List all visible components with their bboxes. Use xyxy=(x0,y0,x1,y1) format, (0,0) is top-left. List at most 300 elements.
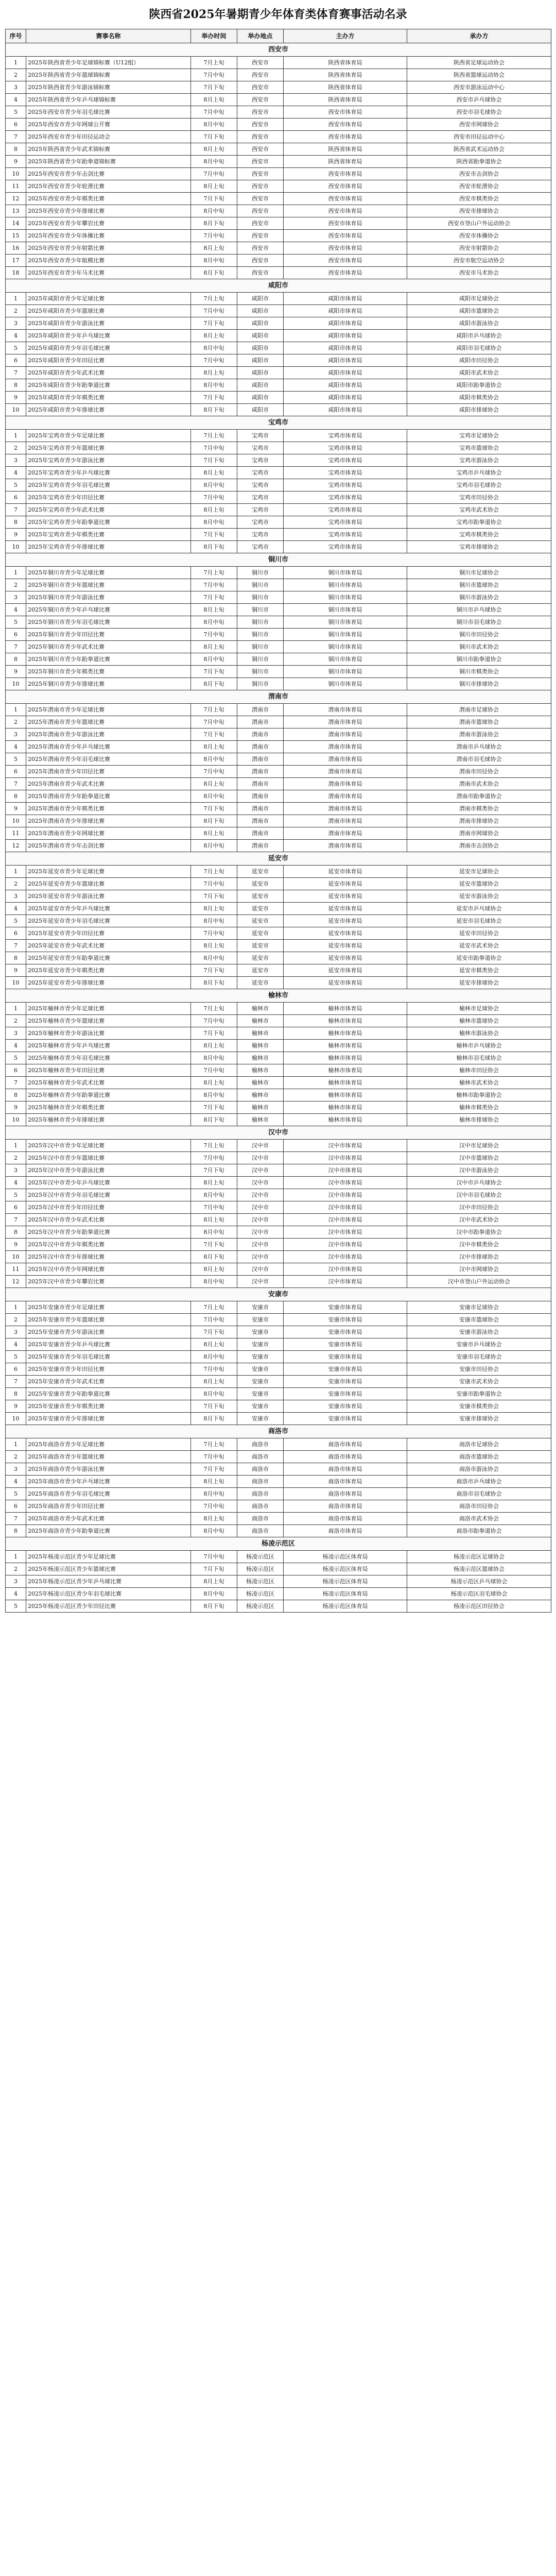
cell-event-name: 2025年商洛市青少年跆拳道比赛 xyxy=(26,1525,191,1537)
cell-location: 渭南市 xyxy=(237,728,284,741)
cell-index: 7 xyxy=(6,1513,26,1525)
table-row xyxy=(6,404,551,416)
table-row xyxy=(6,803,551,815)
table-row xyxy=(6,1451,551,1463)
cell-event-name: 2025年渭南市青少年击剑比赛 xyxy=(26,840,191,852)
table-row xyxy=(6,442,551,454)
cell-time: 7月中旬 xyxy=(191,1363,237,1376)
cell-event-name: 2025年咸阳市青少年棋类比赛 xyxy=(26,392,191,404)
events-table xyxy=(5,29,551,1613)
cell-organizer: 西安市体育局 xyxy=(284,118,407,131)
cell-index: 8 xyxy=(6,952,26,964)
cell-organizer: 榆林市体育局 xyxy=(284,1003,407,1015)
cell-host: 铜川市棋类协会 xyxy=(407,666,551,678)
cell-host: 咸阳市篮球协会 xyxy=(407,305,551,317)
table-row xyxy=(6,1189,551,1201)
header-host: 承办方 xyxy=(407,29,551,43)
table-row xyxy=(6,106,551,118)
table-row xyxy=(6,1089,551,1101)
cell-time: 7月上旬 xyxy=(191,1140,237,1152)
cell-location: 宝鸡市 xyxy=(237,454,284,467)
cell-time: 8月中旬 xyxy=(191,790,237,803)
cell-event-name: 2025年安康市青少年篮球比赛 xyxy=(26,1314,191,1326)
cell-host: 安康市羽毛球协会 xyxy=(407,1351,551,1363)
cell-location: 西安市 xyxy=(237,131,284,143)
table-row xyxy=(6,529,551,541)
cell-location: 西安市 xyxy=(237,193,284,205)
cell-index: 6 xyxy=(6,1363,26,1376)
cell-location: 延安市 xyxy=(237,866,284,878)
cell-index: 3 xyxy=(6,454,26,467)
cell-index: 3 xyxy=(6,81,26,94)
cell-index: 1 xyxy=(6,1003,26,1015)
cell-host: 榆林市棋类协会 xyxy=(407,1101,551,1114)
cell-organizer: 榆林市体育局 xyxy=(284,1089,407,1101)
cell-index: 7 xyxy=(6,367,26,379)
cell-time: 7月下旬 xyxy=(191,454,237,467)
cell-organizer: 商洛市体育局 xyxy=(284,1500,407,1513)
cell-event-name: 2025年西安市青少年田径运动会 xyxy=(26,131,191,143)
cell-index: 11 xyxy=(6,180,26,193)
cell-organizer: 汉中市体育局 xyxy=(284,1239,407,1251)
cell-location: 延安市 xyxy=(237,915,284,927)
cell-location: 杨凌示范区 xyxy=(237,1588,284,1600)
region-name: 汉中市 xyxy=(6,1126,551,1140)
cell-host: 陕西省跆拳道协会 xyxy=(407,156,551,168)
table-row xyxy=(6,1513,551,1525)
cell-organizer: 汉中市体育局 xyxy=(284,1214,407,1226)
cell-index: 6 xyxy=(6,492,26,504)
cell-host: 杨凌示范区田径协会 xyxy=(407,1600,551,1613)
cell-location: 延安市 xyxy=(237,952,284,964)
table-row xyxy=(6,1015,551,1027)
table-row xyxy=(6,1363,551,1376)
cell-host: 杨凌示范区羽毛球协会 xyxy=(407,1588,551,1600)
cell-host: 铜川市武术协会 xyxy=(407,641,551,653)
cell-location: 榆林市 xyxy=(237,1089,284,1101)
cell-host: 延安市田径协会 xyxy=(407,927,551,940)
cell-event-name: 2025年陕西省青少年跆拳道锦标赛 xyxy=(26,156,191,168)
cell-location: 榆林市 xyxy=(237,1052,284,1064)
cell-organizer: 宝鸡市体育局 xyxy=(284,541,407,553)
cell-index: 1 xyxy=(6,1438,26,1451)
cell-host: 铜川市足球协会 xyxy=(407,567,551,579)
cell-event-name: 2025年商洛市青少年武术比赛 xyxy=(26,1513,191,1525)
cell-host: 铜川市乒乓球协会 xyxy=(407,604,551,616)
cell-host: 咸阳市跆拳道协会 xyxy=(407,379,551,392)
cell-location: 咸阳市 xyxy=(237,330,284,342)
cell-host: 陕西省篮球运动协会 xyxy=(407,69,551,81)
cell-location: 汉中市 xyxy=(237,1140,284,1152)
cell-organizer: 汉中市体育局 xyxy=(284,1177,407,1189)
region-header-row xyxy=(6,690,551,704)
cell-time: 7月下旬 xyxy=(191,81,237,94)
cell-organizer: 西安市体育局 xyxy=(284,168,407,180)
cell-organizer: 汉中市体育局 xyxy=(284,1251,407,1263)
cell-organizer: 铜川市体育局 xyxy=(284,653,407,666)
cell-index: 11 xyxy=(6,827,26,840)
cell-time: 8月上旬 xyxy=(191,641,237,653)
cell-organizer: 汉中市体育局 xyxy=(284,1152,407,1164)
cell-index: 1 xyxy=(6,704,26,716)
cell-time: 7月中旬 xyxy=(191,927,237,940)
cell-location: 渭南市 xyxy=(237,815,284,827)
cell-organizer: 铜川市体育局 xyxy=(284,629,407,641)
cell-event-name: 2025年延安市青少年武术比赛 xyxy=(26,940,191,952)
cell-time: 7月下旬 xyxy=(191,1239,237,1251)
cell-index: 4 xyxy=(6,1476,26,1488)
cell-host: 宝鸡市游泳协会 xyxy=(407,454,551,467)
cell-organizer: 宝鸡市体育局 xyxy=(284,467,407,479)
cell-host: 汉中市棋类协会 xyxy=(407,1239,551,1251)
cell-event-name: 2025年宝鸡市青少年棋类比赛 xyxy=(26,529,191,541)
cell-organizer: 渭南市体育局 xyxy=(284,840,407,852)
cell-time: 7月中旬 xyxy=(191,1064,237,1077)
cell-host: 商洛市篮球协会 xyxy=(407,1451,551,1463)
cell-event-name: 2025年渭南市青少年篮球比赛 xyxy=(26,716,191,728)
cell-time: 8月上旬 xyxy=(191,330,237,342)
cell-time: 8月中旬 xyxy=(191,1525,237,1537)
cell-location: 宝鸡市 xyxy=(237,529,284,541)
cell-time: 8月下旬 xyxy=(191,1600,237,1613)
cell-event-name: 2025年安康市青少年足球比赛 xyxy=(26,1301,191,1314)
cell-location: 汉中市 xyxy=(237,1214,284,1226)
cell-index: 12 xyxy=(6,840,26,852)
cell-index: 9 xyxy=(6,529,26,541)
cell-location: 渭南市 xyxy=(237,704,284,716)
cell-event-name: 2025年安康市青少年羽毛球比赛 xyxy=(26,1351,191,1363)
cell-organizer: 渭南市体育局 xyxy=(284,778,407,790)
cell-location: 宝鸡市 xyxy=(237,467,284,479)
cell-host: 铜川市篮球协会 xyxy=(407,579,551,591)
cell-time: 8月中旬 xyxy=(191,156,237,168)
table-row xyxy=(6,1301,551,1314)
cell-host: 榆林市乒乓球协会 xyxy=(407,1040,551,1052)
cell-index: 5 xyxy=(6,1351,26,1363)
cell-event-name: 2025年渭南市青少年田径比赛 xyxy=(26,766,191,778)
cell-event-name: 2025年汉中市青少年排球比赛 xyxy=(26,1251,191,1263)
table-row xyxy=(6,977,551,989)
cell-time: 7月下旬 xyxy=(191,1400,237,1413)
table-row xyxy=(6,704,551,716)
cell-event-name: 2025年汉中市青少年跆拳道比赛 xyxy=(26,1226,191,1239)
cell-time: 7月中旬 xyxy=(191,878,237,890)
cell-organizer: 铜川市体育局 xyxy=(284,567,407,579)
cell-organizer: 汉中市体育局 xyxy=(284,1226,407,1239)
cell-host: 渭南市羽毛球协会 xyxy=(407,753,551,766)
region-name: 西安市 xyxy=(6,43,551,57)
table-row xyxy=(6,317,551,330)
header-location: 举办地点 xyxy=(237,29,284,43)
cell-location: 咸阳市 xyxy=(237,404,284,416)
cell-location: 榆林市 xyxy=(237,1027,284,1040)
cell-host: 商洛市游泳协会 xyxy=(407,1463,551,1476)
table-row xyxy=(6,430,551,442)
cell-event-name: 2025年宝鸡市青少年田径比赛 xyxy=(26,492,191,504)
cell-time: 8月上旬 xyxy=(191,467,237,479)
cell-location: 汉中市 xyxy=(237,1263,284,1276)
cell-organizer: 西安市体育局 xyxy=(284,255,407,267)
cell-index: 1 xyxy=(6,430,26,442)
cell-host: 宝鸡市足球协会 xyxy=(407,430,551,442)
cell-time: 7月下旬 xyxy=(191,1027,237,1040)
cell-host: 铜川市排球协会 xyxy=(407,678,551,690)
cell-event-name: 2025年西安市青少年航模比赛 xyxy=(26,255,191,267)
table-row xyxy=(6,940,551,952)
table-row xyxy=(6,143,551,156)
cell-time: 7月中旬 xyxy=(191,1152,237,1164)
cell-organizer: 陕西省体育局 xyxy=(284,69,407,81)
cell-location: 铜川市 xyxy=(237,629,284,641)
cell-index: 6 xyxy=(6,118,26,131)
cell-event-name: 2025年咸阳市青少年排球比赛 xyxy=(26,404,191,416)
cell-organizer: 铜川市体育局 xyxy=(284,678,407,690)
cell-organizer: 商洛市体育局 xyxy=(284,1438,407,1451)
table-header-row xyxy=(6,29,551,43)
cell-host: 渭南市排球协会 xyxy=(407,815,551,827)
cell-event-name: 2025年宝鸡市青少年跆拳道比赛 xyxy=(26,516,191,529)
region-header-row xyxy=(6,43,551,57)
cell-location: 宝鸡市 xyxy=(237,504,284,516)
cell-host: 榆林市羽毛球协会 xyxy=(407,1052,551,1064)
cell-location: 西安市 xyxy=(237,242,284,255)
cell-index: 5 xyxy=(6,915,26,927)
table-row xyxy=(6,193,551,205)
cell-organizer: 榆林市体育局 xyxy=(284,1027,407,1040)
table-row xyxy=(6,1140,551,1152)
cell-event-name: 2025年汉中市青少年羽毛球比赛 xyxy=(26,1189,191,1201)
cell-host: 安康市田径协会 xyxy=(407,1363,551,1376)
cell-host: 渭南市棋类协会 xyxy=(407,803,551,815)
cell-index: 4 xyxy=(6,467,26,479)
cell-host: 西安市乒乓球协会 xyxy=(407,94,551,106)
table-row xyxy=(6,666,551,678)
table-row xyxy=(6,94,551,106)
table-row xyxy=(6,878,551,890)
cell-time: 8月中旬 xyxy=(191,516,237,529)
cell-location: 汉中市 xyxy=(237,1201,284,1214)
table-row xyxy=(6,1500,551,1513)
table-row xyxy=(6,616,551,629)
cell-event-name: 2025年汉中市青少年棋类比赛 xyxy=(26,1239,191,1251)
cell-host: 汉中市足球协会 xyxy=(407,1140,551,1152)
cell-time: 7月中旬 xyxy=(191,492,237,504)
region-header-row xyxy=(6,1425,551,1438)
table-row xyxy=(6,1575,551,1588)
cell-index: 5 xyxy=(6,342,26,354)
cell-index: 5 xyxy=(6,616,26,629)
cell-location: 延安市 xyxy=(237,927,284,940)
cell-index: 15 xyxy=(6,230,26,242)
cell-organizer: 商洛市体育局 xyxy=(284,1488,407,1500)
cell-host: 汉中市羽毛球协会 xyxy=(407,1189,551,1201)
cell-organizer: 宝鸡市体育局 xyxy=(284,454,407,467)
cell-event-name: 2025年铜川市青少年棋类比赛 xyxy=(26,666,191,678)
cell-index: 7 xyxy=(6,1214,26,1226)
cell-location: 榆林市 xyxy=(237,1101,284,1114)
cell-time: 7月下旬 xyxy=(191,1164,237,1177)
cell-time: 8月下旬 xyxy=(191,404,237,416)
cell-host: 安康市排球协会 xyxy=(407,1413,551,1425)
cell-organizer: 西安市体育局 xyxy=(284,230,407,242)
cell-event-name: 2025年榆林市青少年游泳比赛 xyxy=(26,1027,191,1040)
cell-index: 8 xyxy=(6,790,26,803)
cell-location: 咸阳市 xyxy=(237,317,284,330)
table-row xyxy=(6,267,551,279)
cell-index: 1 xyxy=(6,1301,26,1314)
table-row xyxy=(6,604,551,616)
cell-index: 1 xyxy=(6,1551,26,1563)
cell-organizer: 渭南市体育局 xyxy=(284,716,407,728)
cell-host: 榆林市田径协会 xyxy=(407,1064,551,1077)
cell-time: 8月下旬 xyxy=(191,1251,237,1263)
cell-index: 1 xyxy=(6,293,26,305)
cell-index: 10 xyxy=(6,678,26,690)
cell-time: 7月下旬 xyxy=(191,131,237,143)
cell-event-name: 2025年西安市青少年羽毛球比赛 xyxy=(26,106,191,118)
cell-index: 3 xyxy=(6,1027,26,1040)
cell-organizer: 汉中市体育局 xyxy=(284,1140,407,1152)
cell-location: 榆林市 xyxy=(237,1064,284,1077)
cell-event-name: 2025年西安市青少年网球公开赛 xyxy=(26,118,191,131)
cell-index: 8 xyxy=(6,379,26,392)
table-row xyxy=(6,255,551,267)
table-row xyxy=(6,903,551,915)
cell-time: 8月中旬 xyxy=(191,379,237,392)
cell-index: 6 xyxy=(6,1064,26,1077)
cell-index: 6 xyxy=(6,927,26,940)
cell-event-name: 2025年宝鸡市青少年排球比赛 xyxy=(26,541,191,553)
table-row xyxy=(6,1563,551,1575)
cell-organizer: 安康市体育局 xyxy=(284,1413,407,1425)
cell-index: 2 xyxy=(6,305,26,317)
table-row xyxy=(6,629,551,641)
table-row xyxy=(6,1226,551,1239)
cell-host: 西安市网球协会 xyxy=(407,118,551,131)
cell-index: 4 xyxy=(6,94,26,106)
cell-index: 2 xyxy=(6,442,26,454)
table-row xyxy=(6,504,551,516)
cell-event-name: 2025年汉中市青少年武术比赛 xyxy=(26,1214,191,1226)
table-row xyxy=(6,1326,551,1338)
cell-time: 7月下旬 xyxy=(191,392,237,404)
cell-time: 8月中旬 xyxy=(191,1351,237,1363)
cell-organizer: 榆林市体育局 xyxy=(284,1040,407,1052)
cell-time: 8月中旬 xyxy=(191,840,237,852)
cell-location: 安康市 xyxy=(237,1376,284,1388)
region-header-row xyxy=(6,1288,551,1301)
cell-location: 渭南市 xyxy=(237,778,284,790)
cell-index: 1 xyxy=(6,1140,26,1152)
cell-time: 7月中旬 xyxy=(191,106,237,118)
cell-organizer: 安康市体育局 xyxy=(284,1363,407,1376)
cell-location: 西安市 xyxy=(237,168,284,180)
cell-time: 7月中旬 xyxy=(191,69,237,81)
cell-host: 咸阳市棋类协会 xyxy=(407,392,551,404)
cell-organizer: 渭南市体育局 xyxy=(284,728,407,741)
cell-host: 汉中市乒乓球协会 xyxy=(407,1177,551,1189)
cell-location: 安康市 xyxy=(237,1400,284,1413)
cell-organizer: 陕西省体育局 xyxy=(284,57,407,69)
cell-host: 安康市武术协会 xyxy=(407,1376,551,1388)
cell-organizer: 宝鸡市体育局 xyxy=(284,479,407,492)
cell-time: 8月上旬 xyxy=(191,1575,237,1588)
cell-host: 汉中市篮球协会 xyxy=(407,1152,551,1164)
table-row xyxy=(6,1152,551,1164)
cell-index: 5 xyxy=(6,1488,26,1500)
cell-index: 1 xyxy=(6,57,26,69)
cell-host: 咸阳市武术协会 xyxy=(407,367,551,379)
cell-time: 7月下旬 xyxy=(191,666,237,678)
cell-index: 16 xyxy=(6,242,26,255)
cell-event-name: 2025年铜川市青少年武术比赛 xyxy=(26,641,191,653)
cell-time: 8月中旬 xyxy=(191,118,237,131)
cell-organizer: 延安市体育局 xyxy=(284,890,407,903)
cell-event-name: 2025年安康市青少年游泳比赛 xyxy=(26,1326,191,1338)
cell-time: 8月上旬 xyxy=(191,1476,237,1488)
cell-organizer: 陕西省体育局 xyxy=(284,94,407,106)
cell-event-name: 2025年西安市青少年击剑比赛 xyxy=(26,168,191,180)
cell-host: 咸阳市乒乓球协会 xyxy=(407,330,551,342)
cell-time: 8月上旬 xyxy=(191,143,237,156)
cell-location: 渭南市 xyxy=(237,827,284,840)
cell-organizer: 安康市体育局 xyxy=(284,1351,407,1363)
table-row xyxy=(6,753,551,766)
cell-time: 7月中旬 xyxy=(191,354,237,367)
cell-location: 汉中市 xyxy=(237,1239,284,1251)
cell-event-name: 2025年宝鸡市青少年篮球比赛 xyxy=(26,442,191,454)
cell-host: 渭南市武术协会 xyxy=(407,778,551,790)
table-row xyxy=(6,492,551,504)
cell-time: 8月中旬 xyxy=(191,1052,237,1064)
cell-event-name: 2025年陕西省青少年乒乓球锦标赛 xyxy=(26,94,191,106)
cell-host: 宝鸡市棋类协会 xyxy=(407,529,551,541)
table-row xyxy=(6,379,551,392)
cell-index: 4 xyxy=(6,741,26,753)
cell-time: 7月下旬 xyxy=(191,317,237,330)
cell-organizer: 安康市体育局 xyxy=(284,1338,407,1351)
cell-event-name: 2025年安康市青少年乒乓球比赛 xyxy=(26,1338,191,1351)
cell-event-name: 2025年汉中市青少年篮球比赛 xyxy=(26,1152,191,1164)
cell-organizer: 安康市体育局 xyxy=(284,1400,407,1413)
cell-location: 咸阳市 xyxy=(237,354,284,367)
cell-event-name: 2025年咸阳市青少年乒乓球比赛 xyxy=(26,330,191,342)
region-name: 杨凌示范区 xyxy=(6,1537,551,1551)
cell-organizer: 商洛市体育局 xyxy=(284,1476,407,1488)
cell-event-name: 2025年杨凌示范区青少年篮球比赛 xyxy=(26,1563,191,1575)
cell-organizer: 杨凌示范区体育局 xyxy=(284,1551,407,1563)
cell-time: 8月下旬 xyxy=(191,267,237,279)
cell-location: 咸阳市 xyxy=(237,379,284,392)
cell-organizer: 安康市体育局 xyxy=(284,1388,407,1400)
region-header-row xyxy=(6,1537,551,1551)
cell-host: 汉中市网球协会 xyxy=(407,1263,551,1276)
cell-event-name: 2025年宝鸡市青少年游泳比赛 xyxy=(26,454,191,467)
cell-host: 榆林市游泳协会 xyxy=(407,1027,551,1040)
cell-index: 3 xyxy=(6,1575,26,1588)
cell-location: 榆林市 xyxy=(237,1077,284,1089)
cell-organizer: 铜川市体育局 xyxy=(284,616,407,629)
cell-organizer: 咸阳市体育局 xyxy=(284,305,407,317)
cell-location: 榆林市 xyxy=(237,1114,284,1126)
cell-host: 杨凌示范区篮球协会 xyxy=(407,1563,551,1575)
cell-time: 7月上旬 xyxy=(191,1003,237,1015)
cell-time: 7月上旬 xyxy=(191,293,237,305)
cell-host: 铜川市游泳协会 xyxy=(407,591,551,604)
cell-host: 铜川市羽毛球协会 xyxy=(407,616,551,629)
cell-organizer: 汉中市体育局 xyxy=(284,1201,407,1214)
cell-index: 3 xyxy=(6,1463,26,1476)
